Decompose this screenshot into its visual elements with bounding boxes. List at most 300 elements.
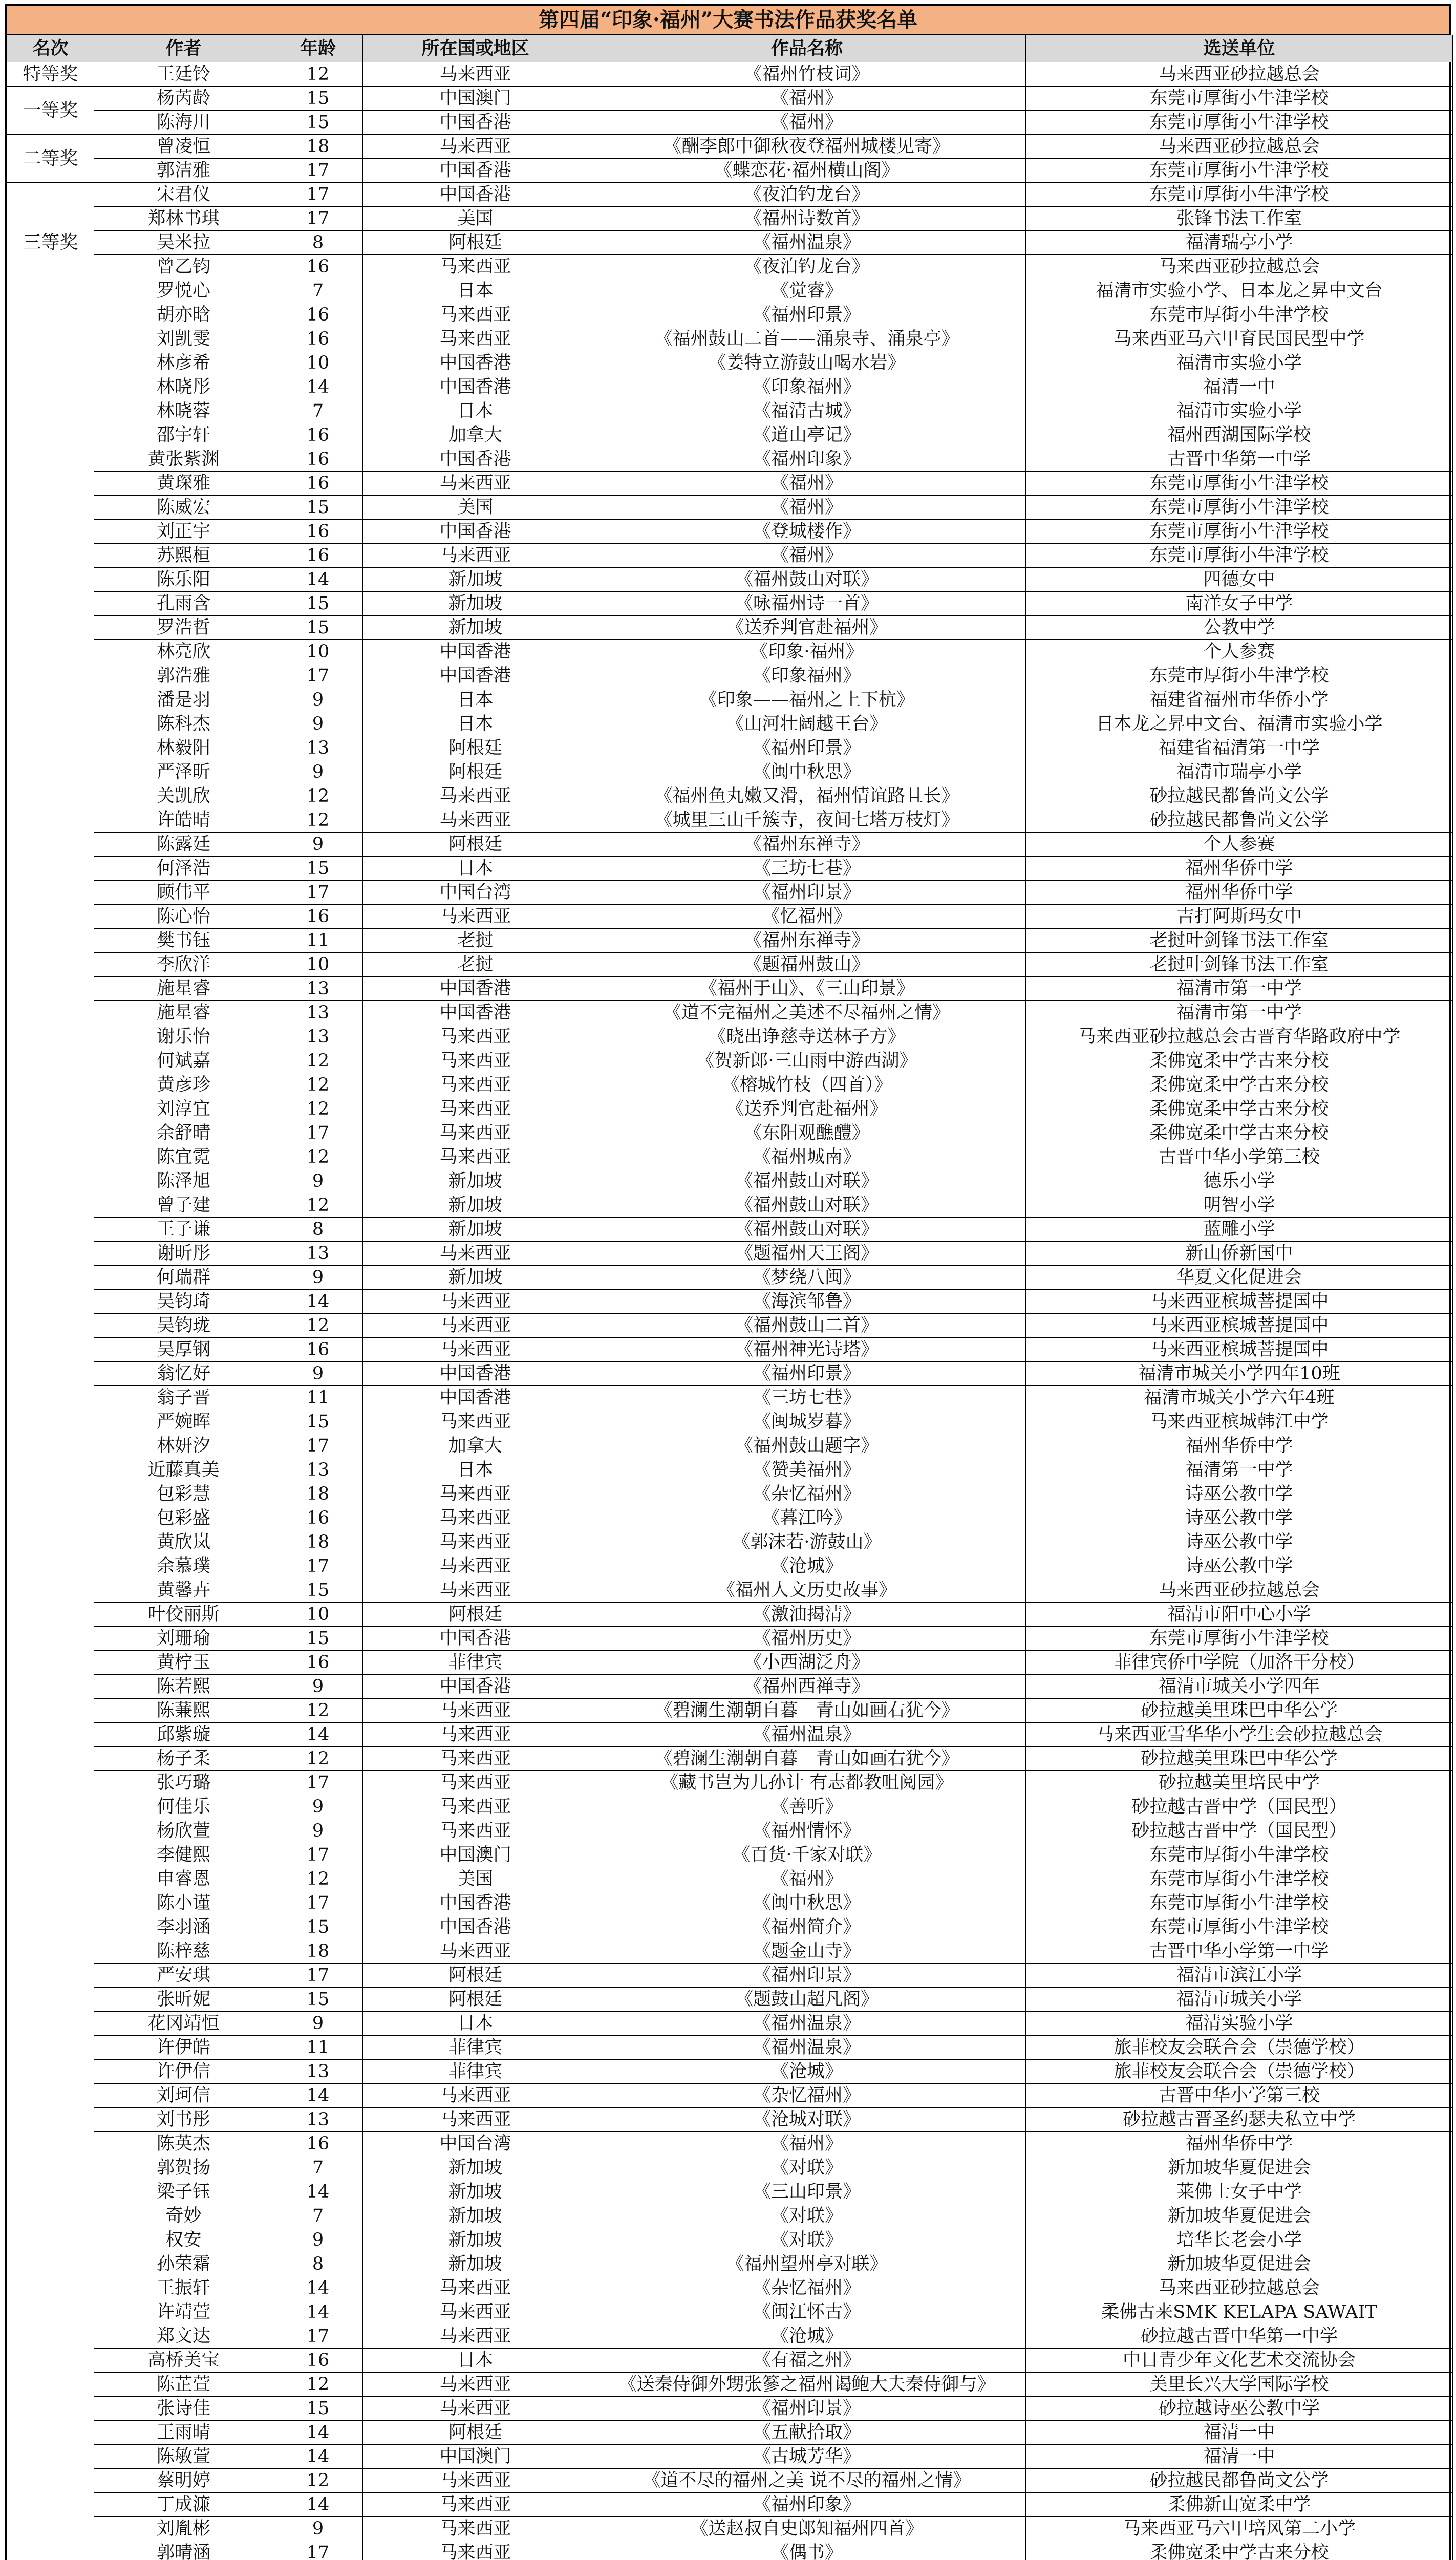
- region-cell: 新加坡: [363, 616, 588, 640]
- work-title-cell: 《福州》: [588, 1867, 1026, 1891]
- unit-cell: 东莞市厚街小牛津学校: [1026, 520, 1453, 544]
- unit-cell: 个人参赛: [1026, 640, 1453, 664]
- work-title-cell: 《福州印象》: [588, 2493, 1026, 2517]
- unit-cell: 福清市城关小学六年4班: [1026, 1386, 1453, 1410]
- work-title-cell: 《福州竹枝词》: [588, 62, 1026, 87]
- age-cell: 10: [273, 640, 363, 664]
- work-title-cell: 《福州神光诗塔》: [588, 1338, 1026, 1362]
- work-title-cell: 《福州情怀》: [588, 1819, 1026, 1843]
- table-row: [7, 1338, 1453, 1362]
- work-title-cell: 《登城楼作》: [588, 520, 1026, 544]
- age-cell: 9: [273, 1795, 363, 1819]
- region-cell: 马来西亚: [363, 1482, 588, 1506]
- unit-cell: 华夏文化促进会: [1026, 1266, 1453, 1290]
- table-row: [7, 2108, 1453, 2132]
- unit-cell: 马来西亚砂拉越总会: [1026, 1578, 1453, 1603]
- region-cell: 中国香港: [363, 1386, 588, 1410]
- unit-cell: 柔佛宽柔中学古来分校: [1026, 1121, 1453, 1145]
- unit-cell: 诗巫公教中学: [1026, 1554, 1453, 1578]
- work-title-cell: 《福州温泉》: [588, 1723, 1026, 1747]
- region-cell: 菲律宾: [363, 1651, 588, 1675]
- region-cell: 中国香港: [363, 375, 588, 399]
- table-row: [7, 1145, 1453, 1169]
- unit-cell: 福清市实验小学: [1026, 399, 1453, 423]
- region-cell: 新加坡: [363, 2252, 588, 2276]
- author-cell: 孔雨含: [94, 592, 273, 616]
- table-row: [7, 1001, 1453, 1025]
- author-cell: 陈威宏: [94, 496, 273, 520]
- region-cell: 马来西亚: [363, 2469, 588, 2493]
- unit-cell: 福清市滨江小学: [1026, 1964, 1453, 1988]
- unit-cell: 福清市城关小学: [1026, 1988, 1453, 2012]
- unit-cell: 马来西亚马六甲育民国民型中学: [1026, 327, 1453, 351]
- table-row: [7, 255, 1453, 279]
- region-cell: 日本: [363, 399, 588, 423]
- region-cell: 日本: [363, 279, 588, 303]
- author-cell: 陈小谨: [94, 1891, 273, 1915]
- work-title-cell: 《福州东禅寺》: [588, 833, 1026, 857]
- region-cell: 马来西亚: [363, 2493, 588, 2517]
- region-cell: 马来西亚: [363, 1530, 588, 1554]
- author-cell: 王子谦: [94, 1218, 273, 1242]
- author-cell: 许皓晴: [94, 808, 273, 833]
- unit-cell: 砂拉越诗巫公教中学: [1026, 2397, 1453, 2421]
- unit-cell: 福建省福州市华侨小学: [1026, 688, 1453, 712]
- author-cell: 陈泽旭: [94, 1169, 273, 1193]
- region-cell: 中国香港: [363, 1362, 588, 1386]
- unit-cell: 砂拉越古晋中华第一中学: [1026, 2324, 1453, 2349]
- table-row: [7, 351, 1453, 375]
- unit-cell: 东莞市厚街小牛津学校: [1026, 1915, 1453, 1939]
- work-title-cell: 《题福州天王阁》: [588, 1242, 1026, 1266]
- unit-cell: 福州华侨中学: [1026, 1434, 1453, 1458]
- work-title-cell: 《福州鼓山二首》: [588, 1314, 1026, 1338]
- unit-cell: 东莞市厚街小牛津学校: [1026, 664, 1453, 688]
- region-cell: 中国香港: [363, 159, 588, 183]
- author-cell: 罗浩哲: [94, 616, 273, 640]
- table-row: [7, 1627, 1453, 1651]
- table-row: [7, 1891, 1453, 1915]
- author-cell: 王振轩: [94, 2276, 273, 2300]
- author-cell: 梁子钰: [94, 2180, 273, 2204]
- work-title-cell: 《沧城》: [588, 2324, 1026, 2349]
- age-cell: 16: [273, 327, 363, 351]
- age-cell: 15: [273, 1915, 363, 1939]
- region-cell: 马来西亚: [363, 1554, 588, 1578]
- author-cell: 郑文达: [94, 2324, 273, 2349]
- table-row: [7, 183, 1453, 207]
- table-row: [7, 1867, 1453, 1891]
- region-cell: 马来西亚: [363, 1506, 588, 1530]
- region-cell: 加拿大: [363, 1434, 588, 1458]
- table-row: [7, 1988, 1453, 2012]
- unit-cell: 东莞市厚街小牛津学校: [1026, 183, 1453, 207]
- region-cell: 中国香港: [363, 1001, 588, 1025]
- work-title-cell: 《偶书》: [588, 2541, 1026, 2560]
- age-cell: 12: [273, 1073, 363, 1097]
- author-cell: 郭晴涵: [94, 2541, 273, 2560]
- unit-cell: 砂拉越古晋中学（国民型）: [1026, 1795, 1453, 1819]
- unit-cell: 福清市第一中学: [1026, 977, 1453, 1001]
- work-title-cell: 《道山亭记》: [588, 423, 1026, 447]
- age-cell: 12: [273, 62, 363, 87]
- work-title-cell: 《三坊七巷》: [588, 857, 1026, 881]
- author-cell: 余舒晴: [94, 1121, 273, 1145]
- award-cell: 三等奖: [7, 183, 94, 303]
- table-row: [7, 1675, 1453, 1699]
- author-cell: 何佳乐: [94, 1795, 273, 1819]
- region-cell: 马来西亚: [363, 2300, 588, 2324]
- author-cell: 丁成濂: [94, 2493, 273, 2517]
- unit-cell: 东莞市厚街小牛津学校: [1026, 1867, 1453, 1891]
- author-cell: 包彩慧: [94, 1482, 273, 1506]
- age-cell: 16: [273, 2349, 363, 2373]
- unit-cell: 诗巫公教中学: [1026, 1482, 1453, 1506]
- work-title-cell: 《印象——福州之上下杭》: [588, 688, 1026, 712]
- table-row: [7, 1386, 1453, 1410]
- age-cell: 12: [273, 1049, 363, 1073]
- author-cell: 王廷铃: [94, 62, 273, 87]
- work-title-cell: 《福州印景》: [588, 303, 1026, 327]
- author-cell: 施星睿: [94, 977, 273, 1001]
- age-cell: 7: [273, 2204, 363, 2228]
- table-row: [7, 1362, 1453, 1386]
- work-title-cell: 《蝶恋花·福州横山阁》: [588, 159, 1026, 183]
- table-row: [7, 1097, 1453, 1121]
- age-cell: 9: [273, 1266, 363, 1290]
- age-cell: 9: [273, 1362, 363, 1386]
- region-cell: 马来西亚: [363, 1939, 588, 1964]
- region-cell: 马来西亚: [363, 808, 588, 833]
- region-cell: 中国香港: [363, 640, 588, 664]
- table-row: [7, 1964, 1453, 1988]
- author-cell: 顾伟平: [94, 881, 273, 905]
- unit-cell: 砂拉越美里珠巴中华公学: [1026, 1747, 1453, 1771]
- work-title-cell: 《福州印景》: [588, 736, 1026, 760]
- age-cell: 16: [273, 544, 363, 568]
- unit-cell: 东莞市厚街小牛津学校: [1026, 159, 1453, 183]
- age-cell: 16: [273, 1506, 363, 1530]
- age-cell: 17: [273, 1434, 363, 1458]
- age-cell: 7: [273, 279, 363, 303]
- age-cell: 14: [273, 2084, 363, 2108]
- table-row: [7, 1915, 1453, 1939]
- unit-cell: 柔佛宽柔中学古来分校: [1026, 2541, 1453, 2560]
- table-row: [7, 1578, 1453, 1603]
- table-row: [7, 736, 1453, 760]
- region-cell: 马来西亚: [363, 1338, 588, 1362]
- age-cell: 18: [273, 135, 363, 159]
- table-row: [7, 2349, 1453, 2373]
- author-cell: 陈宜霓: [94, 1145, 273, 1169]
- table-row: [7, 2517, 1453, 2541]
- work-title-cell: 《福州鱼丸嫩又滑，福州情谊路且长》: [588, 784, 1026, 808]
- header-age: 年龄: [273, 35, 363, 62]
- work-title-cell: 《赞美福州》: [588, 1458, 1026, 1482]
- table-row: [7, 784, 1453, 808]
- work-title-cell: 《道不完福州之美述不尽福州之情》: [588, 1001, 1026, 1025]
- region-cell: 马来西亚: [363, 1145, 588, 1169]
- region-cell: 阿根廷: [363, 736, 588, 760]
- age-cell: 13: [273, 1242, 363, 1266]
- work-title-cell: 《印象·福州》: [588, 640, 1026, 664]
- table-row: [7, 111, 1453, 135]
- work-title-cell: 《咏福州诗一首》: [588, 592, 1026, 616]
- age-cell: 12: [273, 808, 363, 833]
- age-cell: 9: [273, 2517, 363, 2541]
- table-row: [7, 1939, 1453, 1964]
- age-cell: 16: [273, 423, 363, 447]
- age-cell: 15: [273, 1578, 363, 1603]
- header-author: 作者: [94, 35, 273, 62]
- region-cell: 马来西亚: [363, 1771, 588, 1795]
- unit-cell: 东莞市厚街小牛津学校: [1026, 472, 1453, 496]
- unit-cell: 马来西亚槟城菩提国中: [1026, 1314, 1453, 1338]
- table-row: [7, 1314, 1453, 1338]
- author-cell: 黄柠玉: [94, 1651, 273, 1675]
- author-cell: 陈敏萱: [94, 2445, 273, 2469]
- author-cell: 陈英杰: [94, 2132, 273, 2156]
- work-title-cell: 《对联》: [588, 2228, 1026, 2252]
- age-cell: 14: [273, 568, 363, 592]
- table-row: [7, 664, 1453, 688]
- region-cell: 马来西亚: [363, 1578, 588, 1603]
- table-row: [7, 808, 1453, 833]
- table-row: [7, 953, 1453, 977]
- region-cell: 阿根廷: [363, 2421, 588, 2445]
- age-cell: 15: [273, 87, 363, 111]
- table-row: [7, 1242, 1453, 1266]
- age-cell: 17: [273, 881, 363, 905]
- region-cell: 马来西亚: [363, 472, 588, 496]
- unit-cell: 日本龙之昇中文台、福清市实验小学: [1026, 712, 1453, 736]
- work-title-cell: 《闽中秋思》: [588, 1891, 1026, 1915]
- age-cell: 17: [273, 2541, 363, 2560]
- header-submitting-unit: 选送单位: [1026, 35, 1453, 62]
- age-cell: 13: [273, 736, 363, 760]
- work-title-cell: 《福州》: [588, 472, 1026, 496]
- table-row: [7, 2469, 1453, 2493]
- age-cell: 18: [273, 1530, 363, 1554]
- header-row: [7, 35, 1453, 62]
- table-row: [7, 688, 1453, 712]
- unit-cell: 古晋中华小学第三校: [1026, 1145, 1453, 1169]
- unit-cell: 南洋女子中学: [1026, 592, 1453, 616]
- region-cell: 阿根廷: [363, 833, 588, 857]
- age-cell: 13: [273, 1025, 363, 1049]
- author-cell: 王雨晴: [94, 2421, 273, 2445]
- table-row: [7, 62, 1453, 87]
- work-title-cell: 《福州历史》: [588, 1627, 1026, 1651]
- age-cell: 10: [273, 953, 363, 977]
- unit-cell: 培华长老会小学: [1026, 2228, 1453, 2252]
- region-cell: 新加坡: [363, 568, 588, 592]
- author-cell: 翁子晋: [94, 1386, 273, 1410]
- work-title-cell: 《城里三山千簇寺，夜间七塔万枝灯》: [588, 808, 1026, 833]
- work-title-cell: 《碧澜生潮朝自暮 青山如画右犹今》: [588, 1747, 1026, 1771]
- region-cell: 中国香港: [363, 1627, 588, 1651]
- author-cell: 刘珂信: [94, 2084, 273, 2108]
- unit-cell: 柔佛新山宽柔中学: [1026, 2493, 1453, 2517]
- header-work-title: 作品名称: [588, 35, 1026, 62]
- unit-cell: 福建省福清第一中学: [1026, 736, 1453, 760]
- award-list-sheet: [5, 4, 1451, 2560]
- age-cell: 16: [273, 255, 363, 279]
- work-title-cell: 《姜特立游鼓山喝水岩》: [588, 351, 1026, 375]
- unit-cell: 福清市第一中学: [1026, 1001, 1453, 1025]
- table-row: [7, 303, 1453, 327]
- table-row: [7, 1747, 1453, 1771]
- unit-cell: 福清瑞亭小学: [1026, 231, 1453, 255]
- region-cell: 中国香港: [363, 1891, 588, 1915]
- author-cell: 近藤真美: [94, 1458, 273, 1482]
- work-title-cell: 《福州印景》: [588, 1964, 1026, 1988]
- unit-cell: 福清市城关小学四年10班: [1026, 1362, 1453, 1386]
- table-row: [7, 2397, 1453, 2421]
- age-cell: 8: [273, 231, 363, 255]
- region-cell: 马来西亚: [363, 2373, 588, 2397]
- region-cell: 阿根廷: [363, 1603, 588, 1627]
- author-cell: 蔡明婷: [94, 2469, 273, 2493]
- region-cell: 马来西亚: [363, 2084, 588, 2108]
- table-body: [7, 62, 1453, 2560]
- unit-cell: 马来西亚槟城韩江中学: [1026, 1410, 1453, 1434]
- work-title-cell: 《闽江怀古》: [588, 2300, 1026, 2324]
- work-title-cell: 《有福之州》: [588, 2349, 1026, 2373]
- work-title-cell: 《福州鼓山对联》: [588, 568, 1026, 592]
- author-cell: 邵宇轩: [94, 423, 273, 447]
- age-cell: 17: [273, 664, 363, 688]
- award-cell: [7, 303, 94, 2560]
- age-cell: 15: [273, 616, 363, 640]
- region-cell: 马来西亚: [363, 1314, 588, 1338]
- work-title-cell: 《福州》: [588, 87, 1026, 111]
- unit-cell: 新加坡华夏促进会: [1026, 2156, 1453, 2180]
- age-cell: 9: [273, 1169, 363, 1193]
- unit-cell: 马来西亚砂拉越总会: [1026, 62, 1453, 87]
- age-cell: 15: [273, 496, 363, 520]
- age-cell: 12: [273, 2373, 363, 2397]
- author-cell: 包彩盛: [94, 1506, 273, 1530]
- age-cell: 9: [273, 2228, 363, 2252]
- unit-cell: 柔佛古来SMK KELAPA SAWAIT: [1026, 2300, 1453, 2324]
- unit-cell: 马来西亚雪华华小学生会砂拉越总会: [1026, 1723, 1453, 1747]
- age-cell: 17: [273, 1964, 363, 1988]
- table-row: [7, 520, 1453, 544]
- age-cell: 17: [273, 1843, 363, 1867]
- region-cell: 马来西亚: [363, 905, 588, 929]
- age-cell: 9: [273, 688, 363, 712]
- table-row: [7, 2012, 1453, 2036]
- work-title-cell: 《福州鼓山对联》: [588, 1193, 1026, 1218]
- work-title-cell: 《福州》: [588, 2132, 1026, 2156]
- table-row: [7, 1651, 1453, 1675]
- age-cell: 12: [273, 1314, 363, 1338]
- unit-cell: 福清市瑞亭小学: [1026, 760, 1453, 784]
- region-cell: 马来西亚: [363, 2108, 588, 2132]
- author-cell: 关凯欣: [94, 784, 273, 808]
- author-cell: 林晓蓉: [94, 399, 273, 423]
- age-cell: 16: [273, 447, 363, 472]
- author-cell: 刘胤彬: [94, 2517, 273, 2541]
- unit-cell: 东莞市厚街小牛津学校: [1026, 496, 1453, 520]
- work-title-cell: 《忆福州》: [588, 905, 1026, 929]
- table-row: [7, 1819, 1453, 1843]
- author-cell: 陈芷萱: [94, 2373, 273, 2397]
- age-cell: 13: [273, 1458, 363, 1482]
- region-cell: 马来西亚: [363, 1747, 588, 1771]
- table-row: [7, 1218, 1453, 1242]
- age-cell: 16: [273, 2132, 363, 2156]
- region-cell: 中国香港: [363, 520, 588, 544]
- work-title-cell: 《福州鼓山题字》: [588, 1434, 1026, 1458]
- table-row: [7, 2156, 1453, 2180]
- author-cell: 刘淳宜: [94, 1097, 273, 1121]
- unit-cell: 东莞市厚街小牛津学校: [1026, 87, 1453, 111]
- region-cell: 日本: [363, 712, 588, 736]
- author-cell: 何斌嘉: [94, 1049, 273, 1073]
- work-title-cell: 《古城芳华》: [588, 2445, 1026, 2469]
- unit-cell: 福清市阳中心小学: [1026, 1603, 1453, 1627]
- award-table: [7, 35, 1453, 2560]
- work-title-cell: 《晓出诤慈寺送林子方》: [588, 1025, 1026, 1049]
- unit-cell: 东莞市厚街小牛津学校: [1026, 1627, 1453, 1651]
- unit-cell: 福清第一中学: [1026, 1458, 1453, 1482]
- age-cell: 15: [273, 2397, 363, 2421]
- age-cell: 16: [273, 472, 363, 496]
- table-row: [7, 1795, 1453, 1819]
- unit-cell: 旅菲校友会联合会（崇德学校）: [1026, 2060, 1453, 2084]
- region-cell: 马来西亚: [363, 1819, 588, 1843]
- author-cell: 翁忆好: [94, 1362, 273, 1386]
- table-row: [7, 1169, 1453, 1193]
- author-cell: 孙荣霜: [94, 2252, 273, 2276]
- table-row: [7, 472, 1453, 496]
- region-cell: 马来西亚: [363, 303, 588, 327]
- region-cell: 日本: [363, 2349, 588, 2373]
- region-cell: 马来西亚: [363, 255, 588, 279]
- author-cell: 郭洁雅: [94, 159, 273, 183]
- table-row: [7, 2493, 1453, 2517]
- table-row: [7, 496, 1453, 520]
- age-cell: 17: [273, 159, 363, 183]
- author-cell: 曾乙钧: [94, 255, 273, 279]
- table-row: [7, 2373, 1453, 2397]
- region-cell: 中国香港: [363, 183, 588, 207]
- region-cell: 马来西亚: [363, 1121, 588, 1145]
- unit-cell: 老挝叶剑锋书法工作室: [1026, 929, 1453, 953]
- table-row: [7, 905, 1453, 929]
- work-title-cell: 《酬李郎中御秋夜登福州城楼见寄》: [588, 135, 1026, 159]
- author-cell: 胡亦晗: [94, 303, 273, 327]
- table-row: [7, 1049, 1453, 1073]
- table-row: [7, 1025, 1453, 1049]
- author-cell: 林妍汐: [94, 1434, 273, 1458]
- region-cell: 阿根廷: [363, 1988, 588, 2012]
- age-cell: 13: [273, 2060, 363, 2084]
- region-cell: 新加坡: [363, 2180, 588, 2204]
- table-row: [7, 712, 1453, 736]
- work-title-cell: 《三山印景》: [588, 2180, 1026, 2204]
- author-cell: 陈露廷: [94, 833, 273, 857]
- region-cell: 新加坡: [363, 1169, 588, 1193]
- author-cell: 刘正宇: [94, 520, 273, 544]
- author-cell: 林毅阳: [94, 736, 273, 760]
- region-cell: 中国台湾: [363, 881, 588, 905]
- author-cell: 严泽昕: [94, 760, 273, 784]
- region-cell: 中国台湾: [363, 2132, 588, 2156]
- author-cell: 严安琪: [94, 1964, 273, 1988]
